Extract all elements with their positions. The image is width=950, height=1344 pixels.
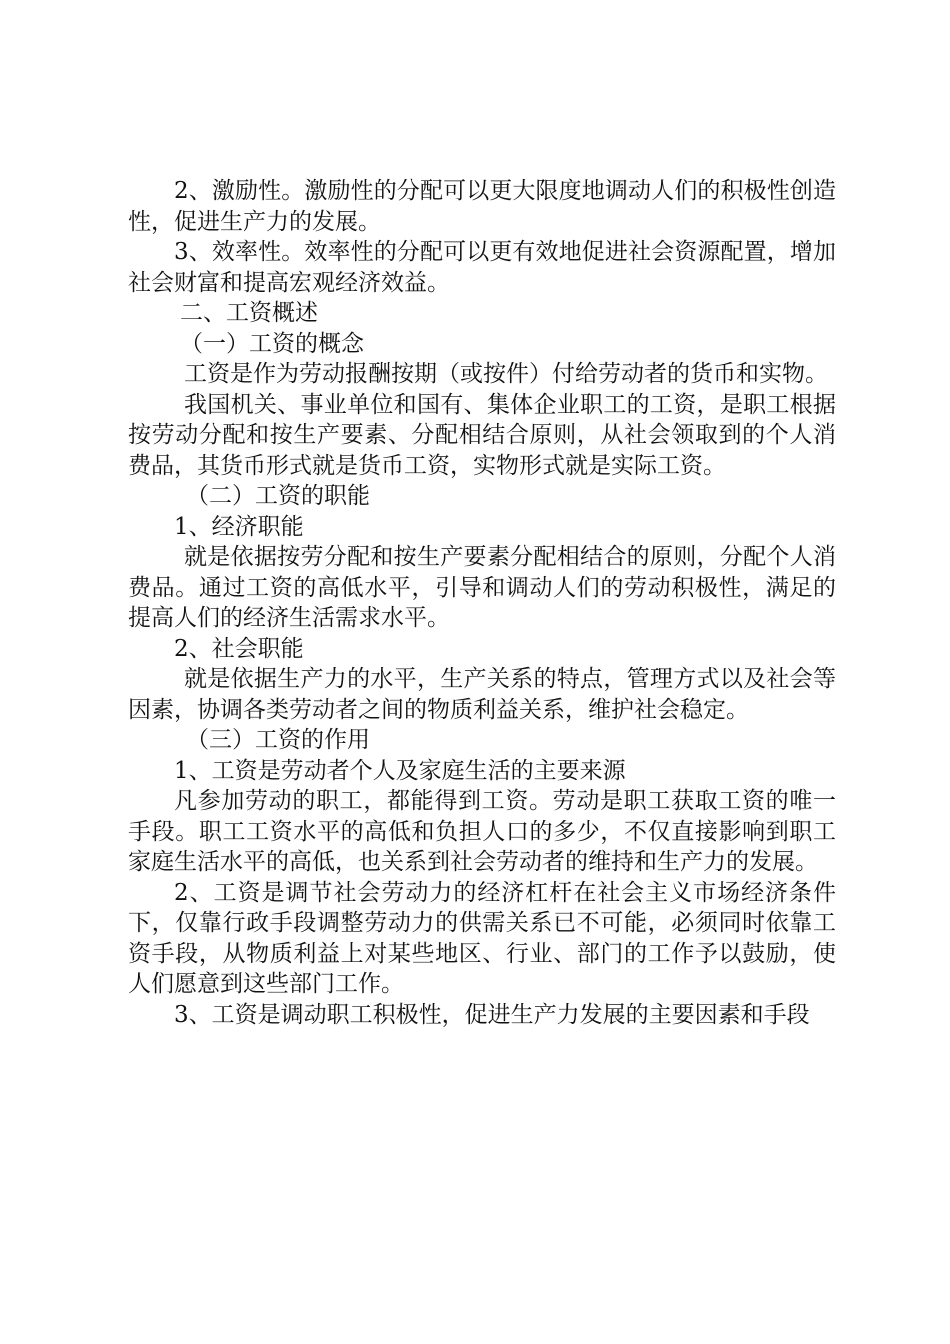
- paragraph-role-income: 凡参加劳动的职工，都能得到工资。劳动是职工获取工资的唯一手段。职工工资水平的高低和负担人口的多少，不仅直接影响到职工家庭生活水平的高低，也关系到社会劳动者的维持和生产力的发展。: [128, 788, 836, 875]
- paragraph-wage-definition: 工资是作为劳动报酬按期（或按件）付给劳动者的货币和实物。: [184, 361, 828, 387]
- paragraph-economic-function: 就是依据按劳分配和按生产要素分配相结合的原则，分配个人消费品。通过工资的高低水平，引导和调动人们的劳动积极性，满足的提高人们的经济生活需求水平。: [128, 544, 836, 631]
- paragraph-efficiency: 3、效率性。效率性的分配可以更有效地促进社会资源配置，增加社会财富和提高宏观经济效益。: [128, 239, 836, 296]
- paragraph-incentive: 2、激励性。激励性的分配可以更大限度地调动人们的积极性创造性，促进生产力的发展。: [128, 178, 836, 235]
- item-heading-role-motivation: 3、工资是调动职工积极性，促进生产力发展的主要因素和手段: [174, 1001, 810, 1028]
- item-heading-role-income: 1、工资是劳动者个人及家庭生活的主要来源: [174, 757, 626, 784]
- subsection-heading-wage-concept: （一）工资的概念: [180, 330, 364, 357]
- item-heading-social-function: 2、社会职能: [174, 635, 304, 662]
- section-heading-wage-overview: 二、工资概述: [180, 300, 318, 326]
- paragraph-wage-china: 我国机关、事业单位和国有、集体企业职工的工资，是职工根据按劳动分配和按生产要素、分配相结合原则，从社会领取到的个人消费品，其货币形式就是货币工资，实物形式就是实际工资。: [128, 391, 836, 479]
- paragraph-role-labor-lever: 2、工资是调节社会劳动力的经济杠杆在社会主义市场经济条件下，仅靠行政手段调整劳动力的供需关系已不可能，必须同时依靠工资手段，从物质利益上对某些地区、行业、部门的工作予以鼓励，使人们愿意到这些部门工作。: [128, 879, 836, 997]
- subsection-heading-wage-roles: （三）工资的作用: [186, 727, 370, 753]
- document-body: [128, 176, 836, 1030]
- subsection-heading-wage-functions: （二）工资的职能: [186, 483, 370, 509]
- item-heading-economic-function: 1、经济职能: [174, 513, 304, 540]
- paragraph-social-function: 就是依据生产力的水平，生产关系的特点，管理方式以及社会等因素，协调各类劳动者之间的物质利益关系，维护社会稳定。: [128, 666, 836, 723]
